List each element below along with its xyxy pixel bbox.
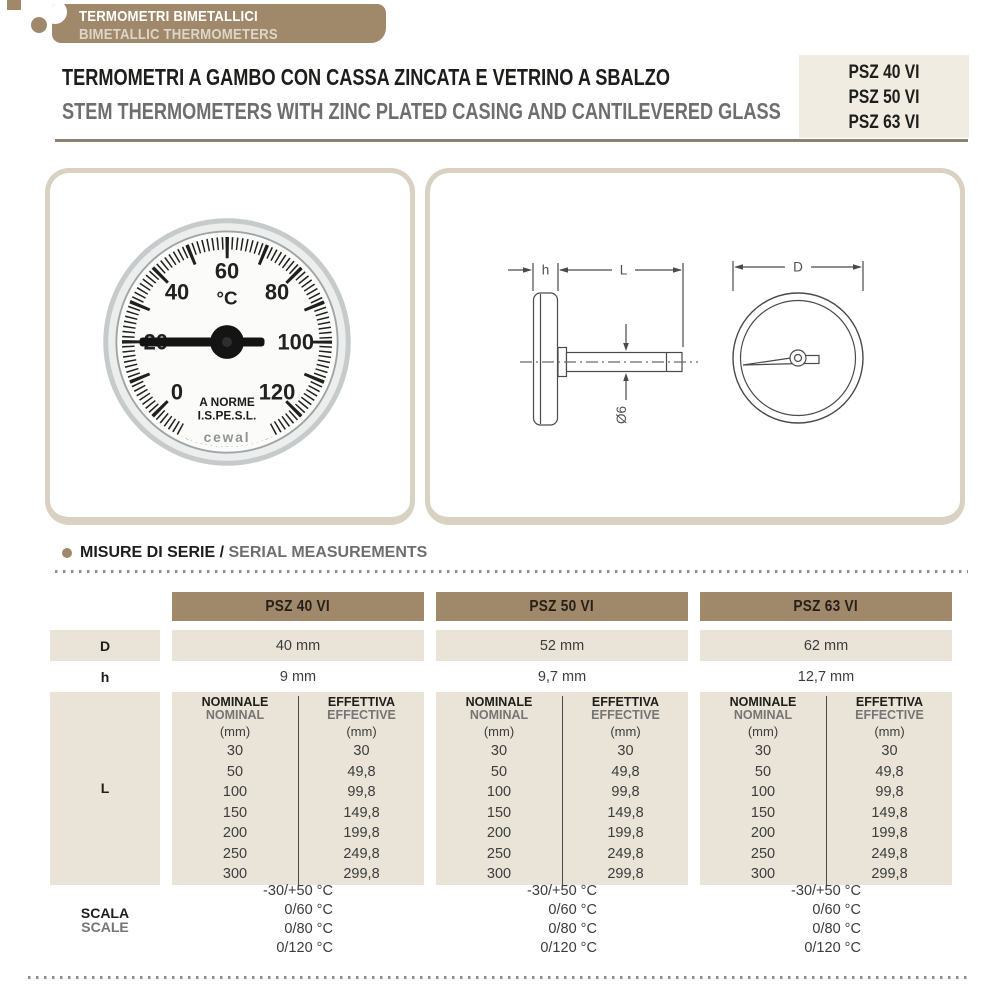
l-effective-value: 99,8 — [611, 784, 640, 800]
dial-cert-line1: A NORME — [199, 394, 255, 409]
l-effective-value: 30 — [353, 743, 370, 759]
l-cell-psz63 — [700, 692, 952, 885]
table-row-height — [50, 661, 952, 692]
dial-cert-line2: I.S.PE.S.L. — [197, 408, 257, 423]
dial-label-100: 100 — [277, 329, 314, 355]
l-effective-value: 149,8 — [871, 804, 908, 821]
row-label-h: h — [100, 668, 110, 685]
col-header-effettiva: EFFETTIVA — [855, 695, 924, 709]
l-nominal-value: 50 — [490, 763, 508, 780]
arrowhead — [523, 267, 532, 272]
page-title-english: STEM THERMOMETERS WITH ZINC PLATED CASING AND CANTILEVERED GLASS — [62, 98, 781, 124]
table-header-psz40: PSZ 40 VI — [172, 592, 424, 621]
dotted-separator — [55, 570, 968, 573]
col-unit: (mm) — [219, 724, 251, 739]
scale-options-psz40 — [263, 882, 333, 958]
scale-option: 0/120 °C — [540, 940, 597, 956]
l-effective-value: 249,8 — [343, 845, 380, 862]
col-header-effettiva: EFFETTIVA — [591, 695, 660, 709]
l-nominal-value: 300 — [750, 866, 776, 882]
l-effective-value: 249,8 — [871, 845, 908, 862]
l-effective-value: 149,8 — [607, 804, 644, 821]
l-nominal-value: 200 — [750, 825, 776, 841]
arrowhead — [734, 264, 743, 269]
page-title-italian: TERMOMETRI A GAMBO CON CASSA ZINCATA E VETRINO A SBALZO — [62, 64, 671, 90]
l-effective-values — [299, 741, 424, 885]
row-label-d: D — [99, 637, 111, 654]
l-nominal-value: 300 — [222, 866, 248, 882]
table-header-psz63: PSZ 63 VI — [700, 592, 952, 621]
product-codes-box — [799, 55, 969, 138]
product-code: PSZ 40 VI — [848, 62, 920, 83]
l-nominal-value: 100 — [750, 784, 776, 800]
l-nominal-value: 50 — [226, 763, 244, 780]
col-header-nominale: NOMINALE — [201, 695, 269, 709]
l-nominal-value: 150 — [222, 804, 248, 821]
scale-option: 0/60 °C — [284, 902, 333, 918]
l-nominal-values — [436, 741, 562, 885]
scale-option: 0/60 °C — [548, 902, 597, 918]
banner-bullet-dot — [31, 17, 47, 33]
l-nominal-value: 100 — [486, 784, 512, 800]
l-nominal-value: 150 — [750, 804, 776, 821]
l-nominal-value: 250 — [750, 845, 776, 862]
scale-option: 0/60 °C — [812, 902, 861, 918]
table-row-length — [50, 692, 952, 882]
serial-measurements-table — [50, 592, 952, 958]
l-effective-value: 49,8 — [347, 763, 376, 780]
product-code: PSZ 50 VI — [848, 87, 920, 108]
l-effective-value: 99,8 — [347, 784, 376, 800]
l-cell-psz50 — [436, 692, 688, 885]
product-code: PSZ 63 VI — [848, 112, 920, 133]
dial-label-0: 0 — [170, 379, 184, 405]
scale-option: 0/80 °C — [284, 921, 333, 937]
col-header-nominal: NOMINAL — [469, 708, 529, 722]
technical-drawings — [430, 175, 960, 515]
col-header-effettiva: EFFETTIVA — [327, 695, 396, 709]
l-nominal-value: 30 — [226, 743, 244, 759]
l-effective-value: 149,8 — [343, 804, 380, 821]
l-nominal-value: 250 — [486, 845, 512, 862]
l-nominal-value: 150 — [486, 804, 512, 821]
l-nominal-value: 300 — [486, 866, 512, 882]
scale-option: -30/+50 °C — [791, 883, 861, 899]
dial-label-120: 120 — [258, 379, 296, 405]
col-header-nominale: NOMINALE — [465, 695, 533, 709]
section-bullet-dot — [62, 548, 72, 558]
scale-option: -30/+50 °C — [263, 883, 333, 899]
row-label-scala: SCALA — [80, 905, 130, 921]
section-header — [62, 544, 427, 562]
l-effective-value: 249,8 — [607, 845, 644, 862]
category-title-english: BIMETALLIC THERMOMETERS — [79, 26, 278, 43]
l-nominal-value: 200 — [222, 825, 248, 841]
l-effective-value: 30 — [881, 743, 898, 759]
l-effective-value: 199,8 — [343, 825, 380, 841]
arrowhead — [673, 267, 682, 272]
dimension-label-d: D — [793, 259, 803, 275]
h-value: 9 mm — [279, 668, 317, 685]
d-value: 62 mm — [803, 637, 849, 654]
d-value: 40 mm — [275, 637, 321, 654]
l-effective-value: 49,8 — [875, 763, 904, 780]
h-value: 9,7 mm — [537, 668, 587, 685]
l-nominal-values — [700, 741, 826, 885]
l-nominal-value: 30 — [490, 743, 508, 759]
col-unit: (mm) — [610, 724, 641, 739]
dial-unit-label: °C — [216, 287, 238, 309]
stem-diameter-label: Ø6 — [614, 405, 629, 425]
brand-logo: cewal — [203, 430, 251, 445]
thermometer-dial-photo — [102, 217, 352, 467]
col-unit: (mm) — [747, 724, 779, 739]
col-header-effective: EFFECTIVE — [591, 708, 660, 722]
arrowhead — [559, 267, 568, 272]
col-unit: (mm) — [346, 724, 377, 739]
l-cell-psz40 — [172, 692, 424, 885]
d-value: 52 mm — [539, 637, 585, 654]
arrowhead — [623, 343, 629, 351]
arrowhead — [623, 373, 629, 381]
section-title-english: SERIAL MEASUREMENTS — [228, 544, 428, 561]
l-nominal-values — [172, 741, 298, 885]
title-divider-rule — [55, 139, 968, 142]
dial-needle-hub-center — [222, 337, 232, 347]
l-effective-value: 49,8 — [611, 763, 640, 780]
col-header-nominal: NOMINAL — [205, 708, 265, 722]
l-effective-value: 30 — [617, 743, 634, 759]
table-row-diameter — [50, 630, 952, 661]
l-effective-values — [827, 741, 952, 885]
dial-label-80: 80 — [264, 279, 290, 305]
l-effective-value: 199,8 — [607, 825, 644, 841]
l-effective-values — [563, 741, 688, 885]
l-effective-value: 299,8 — [871, 866, 908, 882]
arrowhead — [853, 264, 862, 269]
category-title-italian: TERMOMETRI BIMETALLICI — [79, 8, 258, 25]
col-unit: (mm) — [483, 724, 515, 739]
table-header-psz50: PSZ 50 VI — [436, 592, 688, 621]
scale-option: 0/120 °C — [804, 940, 861, 956]
l-effective-value: 299,8 — [343, 866, 380, 882]
dial-label-40: 40 — [164, 279, 190, 305]
scale-option: 0/80 °C — [812, 921, 861, 937]
dimension-label-h: h — [541, 262, 550, 278]
scale-option: 0/120 °C — [276, 940, 333, 956]
col-header-effective: EFFECTIVE — [327, 708, 396, 722]
table-row-scale — [50, 882, 952, 958]
l-nominal-value: 30 — [754, 743, 772, 759]
l-nominal-value: 250 — [222, 845, 248, 862]
l-nominal-value: 50 — [754, 763, 772, 780]
col-header-effective: EFFECTIVE — [855, 708, 924, 722]
row-label-scale: SCALE — [81, 919, 129, 935]
category-banner — [52, 4, 386, 43]
table-header-row — [50, 592, 952, 621]
col-header-nominale: NOMINALE — [729, 695, 797, 709]
col-unit: (mm) — [874, 724, 905, 739]
section-title-italian: MISURE DI SERIE / — [80, 544, 225, 561]
row-label-l: L — [100, 780, 110, 797]
h-value: 12,7 mm — [797, 668, 855, 685]
dimension-label-l: L — [619, 262, 628, 278]
l-effective-value: 299,8 — [607, 866, 644, 882]
l-effective-value: 99,8 — [875, 784, 904, 800]
l-nominal-value: 200 — [486, 825, 512, 841]
scale-option: -30/+50 °C — [527, 883, 597, 899]
dial-label-60: 60 — [214, 258, 240, 284]
corner-decoration — [7, 0, 21, 10]
l-effective-value: 199,8 — [871, 825, 908, 841]
scale-options-psz50 — [527, 882, 597, 958]
l-nominal-value: 100 — [222, 784, 248, 800]
dial-needle — [140, 338, 265, 347]
scale-options-psz63 — [791, 882, 861, 958]
scale-option: 0/80 °C — [548, 921, 597, 937]
dotted-separator-bottom — [28, 976, 972, 979]
col-header-nominal: NOMINAL — [733, 708, 793, 722]
